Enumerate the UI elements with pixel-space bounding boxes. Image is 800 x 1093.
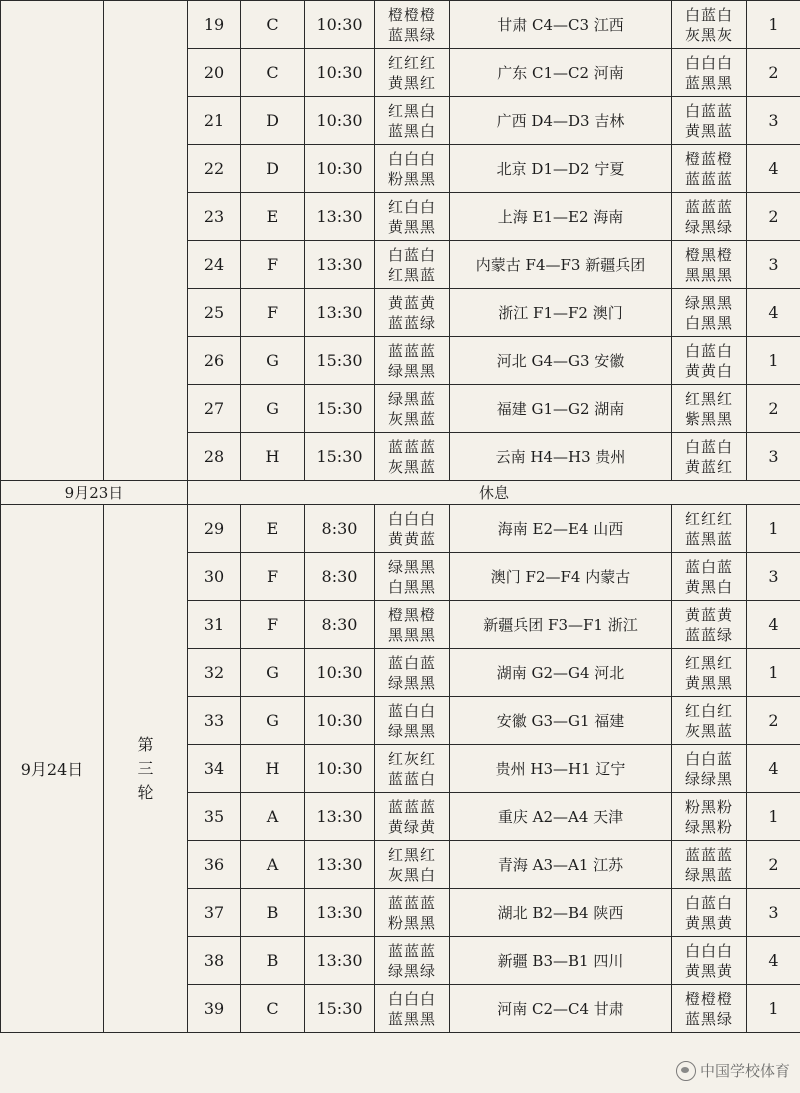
group-letter: G [241, 385, 305, 433]
home-kit-colors [375, 841, 450, 889]
kit-colors-line: 红白白 [387, 197, 436, 216]
round-label-char: 第 [137, 734, 154, 754]
kit-colors-line: 蓝蓝蓝 [387, 941, 436, 960]
kickoff-time: 8:30 [305, 505, 375, 553]
match-teams: 福建 G1—G2 湖南 [450, 385, 672, 433]
away-kit-colors [672, 649, 747, 697]
kickoff-time: 13:30 [305, 241, 375, 289]
kit-colors-line: 蓝蓝白 [387, 769, 436, 788]
home-kit-colors [375, 241, 450, 289]
kit-colors-line: 黄蓝红 [684, 457, 733, 476]
round-label-char: 轮 [137, 782, 154, 802]
kit-colors-line: 黄黑黄 [684, 961, 733, 980]
kit-colors-line: 黄黑红 [387, 73, 436, 92]
kit-colors-line: 红黑红 [684, 389, 733, 408]
kit-colors-line: 蓝蓝蓝 [684, 845, 733, 864]
kit-colors-line: 白蓝白 [387, 245, 436, 264]
match-number: 27 [188, 385, 241, 433]
home-kit-colors [375, 793, 450, 841]
group-letter: G [241, 337, 305, 385]
kit-colors-line: 黄黑黑 [387, 217, 436, 236]
kit-colors-line: 粉黑黑 [387, 913, 436, 932]
rest-day-block [1, 481, 800, 505]
kit-colors-line: 橙黑橙 [684, 245, 733, 264]
venue-number: 4 [747, 145, 800, 193]
match-teams: 湖南 G2—G4 河北 [450, 649, 672, 697]
watermark-text: 中国学校体育 [699, 1062, 790, 1080]
away-kit-colors [672, 985, 747, 1033]
match-teams: 新疆兵团 F3—F1 浙江 [450, 601, 672, 649]
group-letter: F [241, 553, 305, 601]
kit-colors-line: 蓝黑黑 [387, 1009, 436, 1028]
kickoff-time: 13:30 [305, 889, 375, 937]
kit-colors-line: 红黑蓝 [387, 265, 436, 284]
away-kit-colors [672, 193, 747, 241]
kit-colors-line: 橙橙橙 [387, 5, 436, 24]
home-kit-colors [375, 985, 450, 1033]
match-teams: 云南 H4—H3 贵州 [450, 433, 672, 481]
match-row [1, 1, 800, 49]
venue-number: 4 [747, 601, 800, 649]
kit-colors-line: 蓝黑绿 [387, 25, 436, 44]
match-number: 31 [188, 601, 241, 649]
kit-colors-line: 蓝蓝蓝 [387, 797, 436, 816]
group-letter: F [241, 241, 305, 289]
group-letter: E [241, 193, 305, 241]
match-number: 32 [188, 649, 241, 697]
kickoff-time: 10:30 [305, 145, 375, 193]
kit-colors-line: 绿黑黑 [684, 293, 733, 312]
kit-colors-line: 红黑红 [684, 653, 733, 672]
match-teams: 浙江 F1—F2 澳门 [450, 289, 672, 337]
match-number: 30 [188, 553, 241, 601]
kit-colors-line: 绿黑蓝 [684, 865, 733, 884]
venue-number: 2 [747, 697, 800, 745]
kit-colors-line: 黄黄白 [684, 361, 733, 380]
kit-colors-line: 绿黑绿 [684, 217, 733, 236]
match-number: 23 [188, 193, 241, 241]
kickoff-time: 15:30 [305, 385, 375, 433]
kit-colors-line: 红红红 [684, 509, 733, 528]
group-letter: A [241, 793, 305, 841]
group-letter: C [241, 1, 305, 49]
match-teams: 青海 A3—A1 江苏 [450, 841, 672, 889]
venue-number: 1 [747, 337, 800, 385]
away-kit-colors [672, 553, 747, 601]
venue-number: 1 [747, 505, 800, 553]
kit-colors-line: 绿黑绿 [387, 961, 436, 980]
away-kit-colors [672, 97, 747, 145]
watermark [676, 1060, 790, 1081]
kickoff-time: 15:30 [305, 985, 375, 1033]
group-letter: D [241, 97, 305, 145]
match-number: 25 [188, 289, 241, 337]
venue-number: 2 [747, 385, 800, 433]
kit-colors-line: 蓝蓝蓝 [684, 197, 733, 216]
kit-colors-line: 黄蓝黄 [684, 605, 733, 624]
kit-colors-line: 黄黄蓝 [387, 529, 436, 548]
kit-colors-line: 绿黑黑 [387, 673, 436, 692]
kit-colors-line: 粉黑黑 [387, 169, 436, 188]
match-teams: 贵州 H3—H1 辽宁 [450, 745, 672, 793]
kickoff-time: 10:30 [305, 649, 375, 697]
match-teams: 甘肃 C4—C3 江西 [450, 1, 672, 49]
away-kit-colors [672, 601, 747, 649]
match-teams: 新疆 B3—B1 四川 [450, 937, 672, 985]
kit-colors-line: 黄黑黄 [684, 913, 733, 932]
match-number: 37 [188, 889, 241, 937]
kit-colors-line: 蓝白白 [387, 701, 436, 720]
home-kit-colors [375, 889, 450, 937]
kit-colors-line: 红黑红 [387, 845, 436, 864]
kit-colors-line: 蓝黑蓝 [684, 529, 733, 548]
kit-colors-line: 红白红 [684, 701, 733, 720]
home-kit-colors [375, 937, 450, 985]
kit-colors-line: 黄黑黑 [684, 673, 733, 692]
kit-colors-line: 紫黑黑 [684, 409, 733, 428]
match-teams: 澳门 F2—F4 内蒙古 [450, 553, 672, 601]
match-teams: 河北 G4—G3 安徽 [450, 337, 672, 385]
home-kit-colors [375, 697, 450, 745]
match-number: 36 [188, 841, 241, 889]
match-teams: 广西 D4—D3 吉林 [450, 97, 672, 145]
venue-number: 3 [747, 433, 800, 481]
kickoff-time: 15:30 [305, 337, 375, 385]
kit-colors-line: 蓝白蓝 [387, 653, 436, 672]
kit-colors-line: 白白蓝 [684, 749, 733, 768]
away-kit-colors [672, 1, 747, 49]
venue-number: 3 [747, 553, 800, 601]
kit-colors-line: 橙蓝橙 [684, 149, 733, 168]
home-kit-colors [375, 505, 450, 553]
match-number: 26 [188, 337, 241, 385]
away-kit-colors [672, 505, 747, 553]
venue-number: 3 [747, 241, 800, 289]
match-number: 24 [188, 241, 241, 289]
kit-colors-line: 白白白 [387, 149, 436, 168]
home-kit-colors [375, 649, 450, 697]
home-kit-colors [375, 337, 450, 385]
wechat-logo-icon [676, 1061, 696, 1081]
kit-colors-line: 蓝蓝蓝 [387, 893, 436, 912]
kit-colors-line: 白白白 [387, 509, 436, 528]
match-teams: 河南 C2—C4 甘肃 [450, 985, 672, 1033]
rest-day-row [1, 481, 800, 505]
kit-colors-line: 黄黑蓝 [684, 121, 733, 140]
match-number: 21 [188, 97, 241, 145]
away-kit-colors [672, 337, 747, 385]
group-letter: H [241, 745, 305, 793]
venue-number: 1 [747, 649, 800, 697]
kit-colors-line: 灰黑灰 [684, 25, 733, 44]
kit-colors-line: 蓝蓝蓝 [387, 341, 436, 360]
away-kit-colors [672, 697, 747, 745]
group-letter: H [241, 433, 305, 481]
kit-colors-line: 白黑黑 [684, 313, 733, 332]
group-letter: E [241, 505, 305, 553]
kit-colors-line: 蓝黑黑 [684, 73, 733, 92]
kickoff-time: 10:30 [305, 97, 375, 145]
group-letter: F [241, 601, 305, 649]
round-label-char: 三 [137, 758, 154, 778]
kickoff-time: 10:30 [305, 697, 375, 745]
rest-day-date: 9月23日 [1, 481, 188, 505]
round-cell [104, 1, 188, 481]
kickoff-time: 13:30 [305, 193, 375, 241]
kickoff-time: 8:30 [305, 601, 375, 649]
kickoff-time: 10:30 [305, 1, 375, 49]
match-teams: 湖北 B2—B4 陕西 [450, 889, 672, 937]
kit-colors-line: 黑黑黑 [387, 625, 436, 644]
match-number: 19 [188, 1, 241, 49]
rest-day-label: 休息 [188, 481, 800, 505]
away-kit-colors [672, 889, 747, 937]
round-cell [104, 505, 188, 1033]
group-letter: C [241, 985, 305, 1033]
kit-colors-line: 白蓝白 [684, 341, 733, 360]
kit-colors-line: 橙黑橙 [387, 605, 436, 624]
schedule-block-day-22 [1, 1, 800, 481]
kickoff-time: 13:30 [305, 937, 375, 985]
kit-colors-line: 蓝蓝绿 [684, 625, 733, 644]
kit-colors-line: 白蓝白 [684, 893, 733, 912]
match-teams: 北京 D1—D2 宁夏 [450, 145, 672, 193]
away-kit-colors [672, 49, 747, 97]
kickoff-time: 13:30 [305, 793, 375, 841]
kit-colors-line: 蓝蓝绿 [387, 313, 436, 332]
home-kit-colors [375, 385, 450, 433]
kit-colors-line: 粉黑粉 [684, 797, 733, 816]
date-cell: 9月24日 [1, 505, 104, 1033]
kit-colors-line: 红红红 [387, 53, 436, 72]
kit-colors-line: 绿黑粉 [684, 817, 733, 836]
venue-number: 4 [747, 937, 800, 985]
away-kit-colors [672, 145, 747, 193]
kit-colors-line: 绿黑黑 [387, 361, 436, 380]
kickoff-time: 13:30 [305, 841, 375, 889]
kit-colors-line: 蓝黑绿 [684, 1009, 733, 1028]
kit-colors-line: 黄黑白 [684, 577, 733, 596]
match-row [1, 505, 800, 553]
match-teams: 内蒙古 F4—F3 新疆兵团 [450, 241, 672, 289]
kickoff-time: 10:30 [305, 745, 375, 793]
group-letter: C [241, 49, 305, 97]
kit-colors-line: 绿绿黑 [684, 769, 733, 788]
home-kit-colors [375, 1, 450, 49]
kickoff-time: 15:30 [305, 433, 375, 481]
match-number: 34 [188, 745, 241, 793]
away-kit-colors [672, 793, 747, 841]
kit-colors-line: 白黑黑 [387, 577, 436, 596]
kit-colors-line: 黄蓝黄 [387, 293, 436, 312]
venue-number: 4 [747, 745, 800, 793]
kit-colors-line: 绿黑蓝 [387, 389, 436, 408]
kit-colors-line: 橙橙橙 [684, 989, 733, 1008]
kit-colors-line: 红灰红 [387, 749, 436, 768]
kit-colors-line: 白白白 [684, 53, 733, 72]
group-letter: A [241, 841, 305, 889]
match-number: 38 [188, 937, 241, 985]
venue-number: 2 [747, 193, 800, 241]
away-kit-colors [672, 289, 747, 337]
venue-number: 4 [747, 289, 800, 337]
schedule-block-day-24 [1, 505, 800, 1033]
venue-number: 1 [747, 793, 800, 841]
away-kit-colors [672, 385, 747, 433]
group-letter: G [241, 649, 305, 697]
kit-colors-line: 白白白 [684, 941, 733, 960]
kit-colors-line: 灰黑蓝 [684, 721, 733, 740]
venue-number: 1 [747, 1, 800, 49]
match-number: 20 [188, 49, 241, 97]
group-letter: G [241, 697, 305, 745]
kit-colors-line: 红黑白 [387, 101, 436, 120]
kit-colors-line: 白蓝白 [684, 437, 733, 456]
kit-colors-line: 绿黑黑 [387, 557, 436, 576]
kit-colors-line: 黄绿黄 [387, 817, 436, 836]
kickoff-time: 8:30 [305, 553, 375, 601]
kit-colors-line: 蓝蓝蓝 [684, 169, 733, 188]
kit-colors-line: 白白白 [387, 989, 436, 1008]
kit-colors-line: 蓝蓝蓝 [387, 437, 436, 456]
away-kit-colors [672, 841, 747, 889]
kit-colors-line: 蓝白蓝 [684, 557, 733, 576]
kit-colors-line: 灰黑白 [387, 865, 436, 884]
date-cell [1, 1, 104, 481]
kit-colors-line: 白蓝蓝 [684, 101, 733, 120]
home-kit-colors [375, 97, 450, 145]
home-kit-colors [375, 433, 450, 481]
home-kit-colors [375, 553, 450, 601]
home-kit-colors [375, 193, 450, 241]
match-teams: 广东 C1—C2 河南 [450, 49, 672, 97]
match-number: 29 [188, 505, 241, 553]
away-kit-colors [672, 433, 747, 481]
home-kit-colors [375, 145, 450, 193]
away-kit-colors [672, 241, 747, 289]
kickoff-time: 13:30 [305, 289, 375, 337]
kit-colors-line: 白蓝白 [684, 5, 733, 24]
match-number: 35 [188, 793, 241, 841]
match-teams: 重庆 A2—A4 天津 [450, 793, 672, 841]
venue-number: 2 [747, 49, 800, 97]
kit-colors-line: 蓝黑白 [387, 121, 436, 140]
match-number: 33 [188, 697, 241, 745]
away-kit-colors [672, 745, 747, 793]
group-letter: B [241, 889, 305, 937]
away-kit-colors [672, 937, 747, 985]
kit-colors-line: 灰黑蓝 [387, 409, 436, 428]
venue-number: 1 [747, 985, 800, 1033]
match-teams: 海南 E2—E4 山西 [450, 505, 672, 553]
match-teams: 上海 E1—E2 海南 [450, 193, 672, 241]
kit-colors-line: 绿黑黑 [387, 721, 436, 740]
group-letter: D [241, 145, 305, 193]
venue-number: 2 [747, 841, 800, 889]
home-kit-colors [375, 49, 450, 97]
match-number: 28 [188, 433, 241, 481]
group-letter: F [241, 289, 305, 337]
home-kit-colors [375, 601, 450, 649]
match-number: 22 [188, 145, 241, 193]
home-kit-colors [375, 745, 450, 793]
venue-number: 3 [747, 889, 800, 937]
group-letter: B [241, 937, 305, 985]
kit-colors-line: 灰黑蓝 [387, 457, 436, 476]
kickoff-time: 10:30 [305, 49, 375, 97]
home-kit-colors [375, 289, 450, 337]
match-number: 39 [188, 985, 241, 1033]
match-teams: 安徽 G3—G1 福建 [450, 697, 672, 745]
kit-colors-line: 黑黑黑 [684, 265, 733, 284]
venue-number: 3 [747, 97, 800, 145]
